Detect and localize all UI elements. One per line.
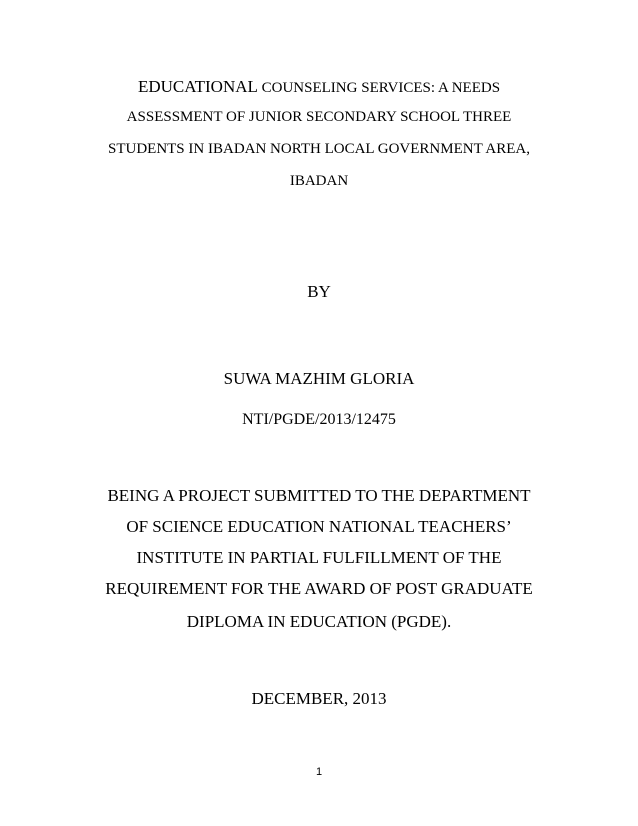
submission-date: DECEMBER, 2013 xyxy=(251,689,387,708)
title-line-3: STUDENTS IN IBADAN NORTH LOCAL GOVERNMENT AREA, xyxy=(107,141,530,157)
registration-number: NTI/PGDE/2013/12475 xyxy=(242,411,396,428)
title-line-4: IBADAN xyxy=(289,173,349,189)
page-number: 1 xyxy=(315,766,323,778)
submission-line-1: BEING A PROJECT SUBMITTED TO THE DEPARTMENT xyxy=(107,486,531,505)
title-line-2: ASSESSMENT OF JUNIOR SECONDARY SCHOOL THREE xyxy=(126,109,512,125)
submission-line-5: DIPLOMA IN EDUCATION (PGDE). xyxy=(186,612,452,631)
title-line-1 xyxy=(0,78,638,96)
by-label: BY xyxy=(307,282,331,301)
title-line-1-rest: COUNSELING SERVICES: A NEEDS xyxy=(257,80,501,96)
title-first-word: EDUCATIONAL xyxy=(137,77,258,96)
submission-line-2: OF SCIENCE EDUCATION NATIONAL TEACHERS’ xyxy=(126,517,512,536)
author-name: SUWA MAZHIM GLORIA xyxy=(223,369,415,388)
submission-line-3: INSTITUTE IN PARTIAL FULFILLMENT OF THE xyxy=(136,548,502,567)
submission-line-4: REQUIREMENT FOR THE AWARD OF POST GRADUATE xyxy=(105,579,533,598)
